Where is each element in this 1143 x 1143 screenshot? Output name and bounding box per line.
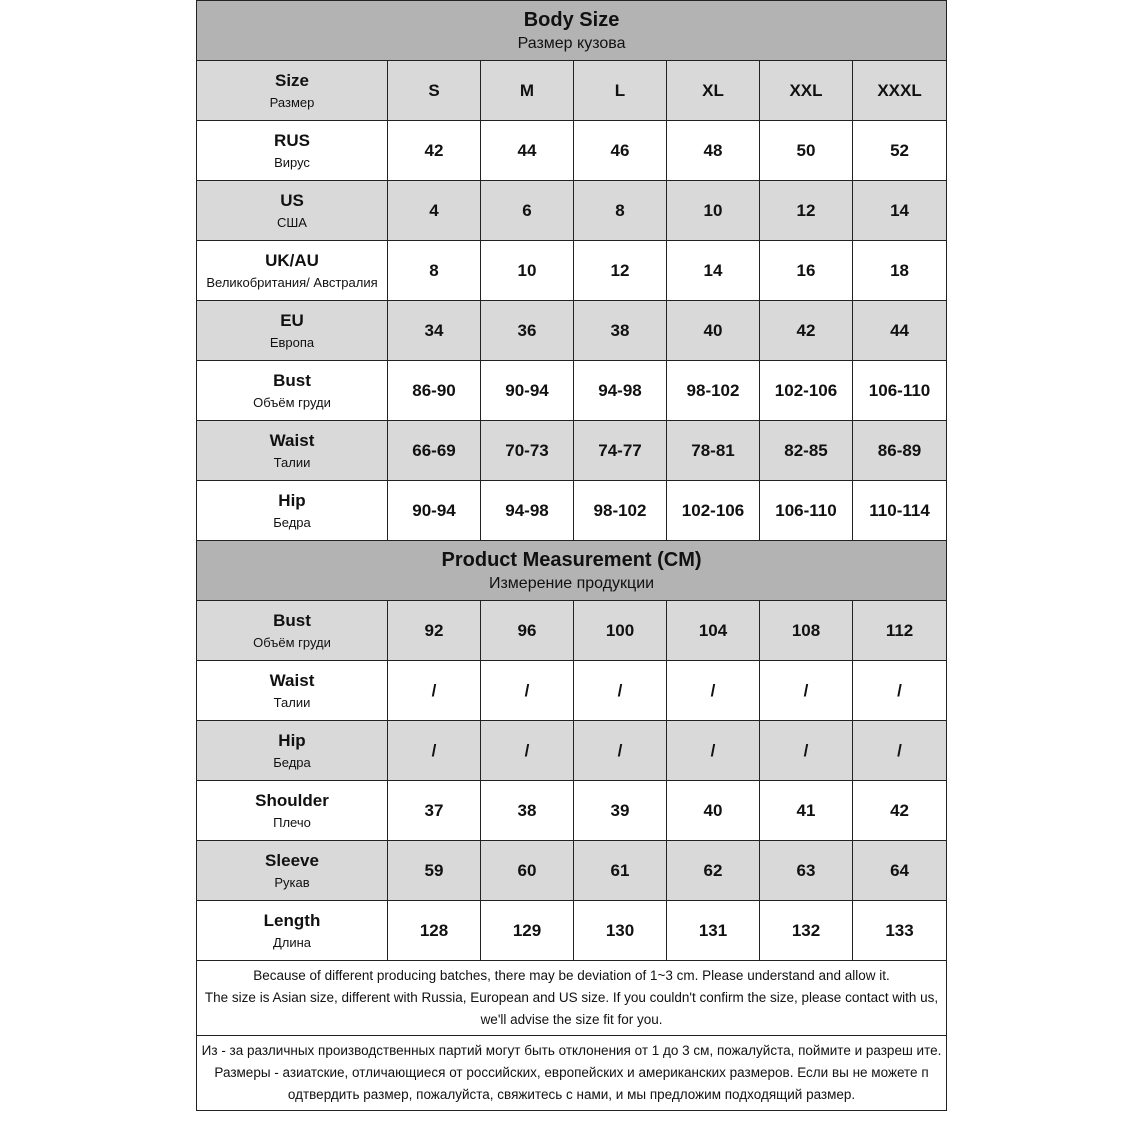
value-cell: 98-102 <box>667 361 760 421</box>
size-table-body <box>197 1 947 1111</box>
value-cell: 44 <box>481 121 574 181</box>
value-cell: 40 <box>667 781 760 841</box>
row-label: Length <box>263 910 321 930</box>
value-cell: 78-81 <box>667 421 760 481</box>
table-row <box>197 241 947 301</box>
value-cell: 82-85 <box>760 421 853 481</box>
value-cell: 46 <box>574 121 667 181</box>
value-cell: 66-69 <box>388 421 481 481</box>
size-label-ru: Размер <box>269 94 315 110</box>
row-label-cell <box>197 721 388 781</box>
body-size-header <box>197 1 947 61</box>
value-cell: 128 <box>388 901 481 961</box>
value-cell: 12 <box>760 181 853 241</box>
value-cell: 132 <box>760 901 853 961</box>
row-label: Sleeve <box>265 850 319 870</box>
value-cell: 100 <box>574 601 667 661</box>
size-column-header: XXL <box>760 61 853 121</box>
size-column-header: XL <box>667 61 760 121</box>
value-cell: 110-114 <box>853 481 947 541</box>
row-label-ru: Великобритания/ Австралия <box>206 274 378 290</box>
row-label-cell <box>197 121 388 181</box>
product-title: Product Measurement (CM) <box>441 548 702 571</box>
row-label-cell <box>197 601 388 661</box>
row-label-ru: Бедра <box>273 514 311 530</box>
row-label-cell <box>197 901 388 961</box>
value-cell: 63 <box>760 841 853 901</box>
value-cell: 90-94 <box>481 361 574 421</box>
row-label: RUS <box>274 130 310 150</box>
value-cell: 64 <box>853 841 947 901</box>
value-cell: 94-98 <box>481 481 574 541</box>
value-cell: / <box>853 721 947 781</box>
row-label-ru: Бедра <box>273 754 311 770</box>
row-label-cell <box>197 421 388 481</box>
row-label: UK/AU <box>265 250 319 270</box>
value-cell: / <box>481 661 574 721</box>
row-label-ru: Объём груди <box>253 394 331 410</box>
value-cell: / <box>853 661 947 721</box>
value-cell: 40 <box>667 301 760 361</box>
row-label: Bust <box>273 370 311 390</box>
value-cell: 8 <box>574 181 667 241</box>
table-row <box>197 841 947 901</box>
value-cell: 10 <box>481 241 574 301</box>
value-cell: 50 <box>760 121 853 181</box>
value-cell: 131 <box>667 901 760 961</box>
value-cell: 34 <box>388 301 481 361</box>
value-cell: 130 <box>574 901 667 961</box>
value-cell: 42 <box>760 301 853 361</box>
value-cell: 94-98 <box>574 361 667 421</box>
note-ru <box>197 1036 947 1111</box>
table-row <box>197 421 947 481</box>
value-cell: 106-110 <box>760 481 853 541</box>
value-cell: 90-94 <box>388 481 481 541</box>
product-subtitle: Измерение продукции <box>488 574 655 592</box>
value-cell: 112 <box>853 601 947 661</box>
value-cell: / <box>667 661 760 721</box>
table-row <box>197 721 947 781</box>
value-cell: 12 <box>574 241 667 301</box>
value-cell: / <box>574 721 667 781</box>
value-cell: / <box>760 661 853 721</box>
value-cell: 48 <box>667 121 760 181</box>
value-cell: 14 <box>853 181 947 241</box>
body-size-title: Body Size <box>523 8 620 31</box>
table-row <box>197 121 947 181</box>
table-row <box>197 481 947 541</box>
row-label-ru: Европа <box>269 334 315 350</box>
size-table <box>196 0 947 1111</box>
size-column-header: L <box>574 61 667 121</box>
table-row <box>197 301 947 361</box>
value-cell: 62 <box>667 841 760 901</box>
table-row <box>197 901 947 961</box>
row-label-cell <box>197 481 388 541</box>
value-cell: 104 <box>667 601 760 661</box>
row-label: Hip <box>278 730 306 750</box>
size-label-cell <box>197 61 388 121</box>
value-cell: / <box>481 721 574 781</box>
body-size-subtitle: Размер кузова <box>517 34 626 52</box>
product-header-row <box>197 541 947 601</box>
value-cell: 129 <box>481 901 574 961</box>
value-cell: / <box>667 721 760 781</box>
note-paragraph: The size is Asian size, different with Russia, European and US size. If you couldn't confirm the size, please contact with us, we'll advise the size fit for you. <box>204 990 939 1027</box>
value-cell: 18 <box>853 241 947 301</box>
row-label-cell <box>197 241 388 301</box>
value-cell: 70-73 <box>481 421 574 481</box>
value-cell: 6 <box>481 181 574 241</box>
table-row <box>197 781 947 841</box>
size-header-row <box>197 61 947 121</box>
value-cell: 42 <box>853 781 947 841</box>
row-label-ru: Талии <box>273 694 311 710</box>
row-label: Waist <box>269 430 315 450</box>
value-cell: 38 <box>481 781 574 841</box>
value-cell: 60 <box>481 841 574 901</box>
value-cell: 86-90 <box>388 361 481 421</box>
value-cell: / <box>388 661 481 721</box>
row-label: Shoulder <box>255 790 329 810</box>
row-label: Hip <box>278 490 306 510</box>
product-header <box>197 541 947 601</box>
value-cell: 52 <box>853 121 947 181</box>
value-cell: / <box>388 721 481 781</box>
size-column-header: XXXL <box>853 61 947 121</box>
row-label-cell <box>197 781 388 841</box>
row-label: Waist <box>269 670 315 690</box>
value-cell: 133 <box>853 901 947 961</box>
note-paragraph: Размеры - азиатские, отличающиеся от российских, европейских и американских размеров. Если вы не можете п одтвердить размер, пожалуйста, свяжитесь с нами, и мы предложим подходящий размер. <box>214 1065 929 1102</box>
value-cell: 96 <box>481 601 574 661</box>
value-cell: 98-102 <box>574 481 667 541</box>
value-cell: 44 <box>853 301 947 361</box>
value-cell: 16 <box>760 241 853 301</box>
row-label-ru: Талии <box>273 454 311 470</box>
row-label-cell <box>197 181 388 241</box>
size-column-header: S <box>388 61 481 121</box>
value-cell: 42 <box>388 121 481 181</box>
value-cell: 86-89 <box>853 421 947 481</box>
table-row <box>197 361 947 421</box>
row-label-cell <box>197 361 388 421</box>
row-label: EU <box>280 310 304 330</box>
row-label-ru: США <box>277 214 307 230</box>
value-cell: 37 <box>388 781 481 841</box>
note-row <box>197 1036 947 1111</box>
value-cell: / <box>574 661 667 721</box>
table-row <box>197 661 947 721</box>
note-paragraph: Из - за различных производственных партий могут быть отклонения от 1 до 3 см, пожалуйста, поймите и разреш ите. <box>201 1043 942 1058</box>
row-label: US <box>280 190 304 210</box>
row-label-cell <box>197 661 388 721</box>
row-label-ru: Вирус <box>274 154 310 170</box>
value-cell: 39 <box>574 781 667 841</box>
row-label: Bust <box>273 610 311 630</box>
row-label-cell <box>197 301 388 361</box>
value-cell: 10 <box>667 181 760 241</box>
row-label-ru: Рукав <box>274 874 310 890</box>
table-row <box>197 181 947 241</box>
value-cell: 59 <box>388 841 481 901</box>
value-cell: 102-106 <box>667 481 760 541</box>
value-cell: 61 <box>574 841 667 901</box>
note-row <box>197 961 947 1036</box>
row-label-ru: Объём груди <box>253 634 331 650</box>
value-cell: 92 <box>388 601 481 661</box>
size-label: Size <box>274 70 310 90</box>
value-cell: 14 <box>667 241 760 301</box>
value-cell: 106-110 <box>853 361 947 421</box>
value-cell: 38 <box>574 301 667 361</box>
value-cell: 74-77 <box>574 421 667 481</box>
row-label-cell <box>197 841 388 901</box>
value-cell: 4 <box>388 181 481 241</box>
size-column-header: M <box>481 61 574 121</box>
value-cell: 41 <box>760 781 853 841</box>
table-row <box>197 601 947 661</box>
value-cell: 108 <box>760 601 853 661</box>
row-label-ru: Плечо <box>273 814 311 830</box>
row-label-ru: Длина <box>272 934 312 950</box>
size-chart <box>196 0 946 1111</box>
value-cell: 36 <box>481 301 574 361</box>
note-paragraph: Because of different producing batches, there may be deviation of 1~3 cm. Please understand and allow it. <box>253 968 890 983</box>
value-cell: 102-106 <box>760 361 853 421</box>
value-cell: 8 <box>388 241 481 301</box>
value-cell: / <box>760 721 853 781</box>
note-en <box>197 961 947 1036</box>
